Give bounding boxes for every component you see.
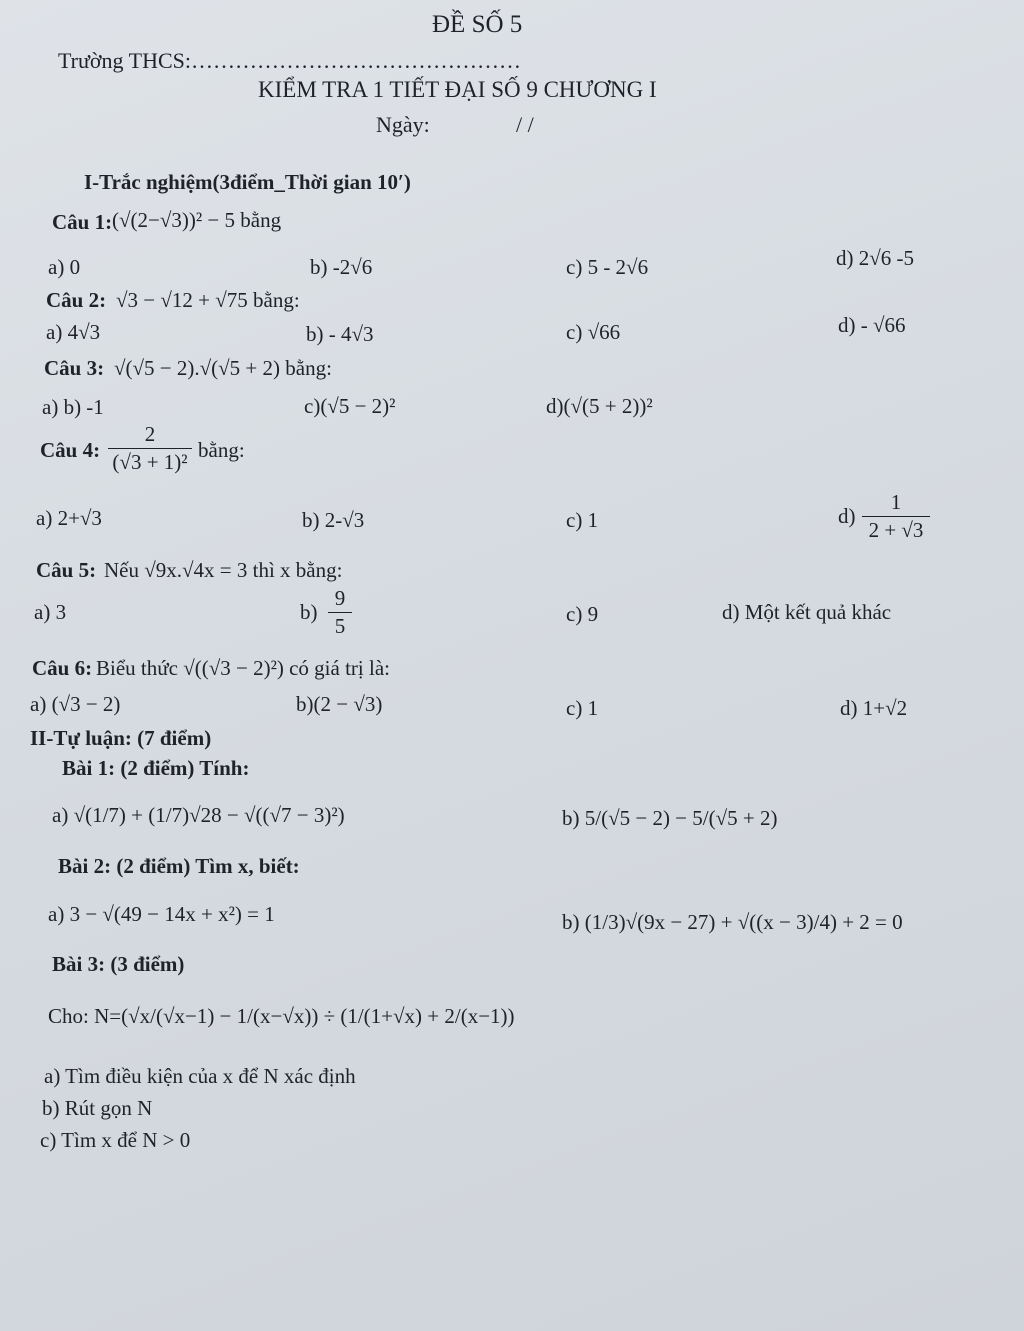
bai3-given: Cho: N=(√x/(√x−1) − 1/(x−√x)) ÷ (1/(1+√x) + 2/(x−1)) — [48, 1004, 515, 1028]
q1-option-c: c) 5 - 2√6 — [566, 255, 649, 279]
q4-label: Câu 4: — [40, 438, 101, 462]
q3-option-ab: a) b) -1 — [42, 395, 104, 419]
q4-denominator: (√3 + 1)² — [112, 450, 188, 474]
q2-option-c: c) √66 — [566, 320, 621, 344]
bai3-part-a: a) Tìm điều kiện của x để N xác định — [44, 1064, 356, 1088]
q2-option-a: a) 4√3 — [46, 320, 101, 344]
q4-option-a: a) 2+√3 — [36, 506, 102, 530]
q4-tail: bằng: — [198, 438, 245, 462]
bai1-part-a: a) √(1/7) + (1/7)√28 − √((√7 − 3)²) — [52, 803, 345, 827]
bai2-part-a: a) 3 − √(49 − 14x + x²) = 1 — [48, 902, 275, 926]
bai1-part-b: b) 5/(√5 − 2) − 5/(√5 + 2) — [562, 806, 778, 830]
bai2-title: Bài 2: (2 điểm) Tìm x, biết: — [58, 854, 300, 878]
q5-option-b-label: b) — [300, 600, 318, 624]
q4-d-denominator: 2 + √3 — [868, 518, 924, 542]
q1-option-a: a) 0 — [48, 255, 81, 279]
q5-option-a: a) 3 — [34, 600, 67, 624]
q4-option-b: b) 2-√3 — [302, 508, 365, 532]
q6-option-a: a) (√3 − 2) — [30, 692, 121, 716]
q4-fraction — [108, 424, 192, 473]
q5-expr: Nếu √9x.√4x = 3 thì x bằng: — [104, 558, 343, 582]
q4-d-numerator: 1 — [862, 492, 930, 517]
q6-label: Câu 6: — [32, 656, 93, 680]
part1-heading: I-Trắc nghiệm(3điểm_Thời gian 10′) — [84, 170, 411, 194]
date-slashes: / / — [516, 112, 534, 137]
exam-number: ĐỀ SỐ 5 — [432, 11, 523, 38]
q3-option-d: d)(√(5 + 2))² — [546, 394, 653, 418]
q2-option-d: d) - √66 — [838, 313, 906, 337]
q6-option-c: c) 1 — [566, 696, 599, 720]
q1-option-b: b) -2√6 — [310, 255, 373, 279]
q5-option-d: d) Một kết quả khác — [722, 600, 892, 624]
q4-option-d-fraction — [862, 492, 930, 541]
q6-expr: Biểu thức √((√3 − 2)²) có giá trị là: — [96, 656, 390, 680]
q5-b-numerator: 9 — [328, 588, 352, 613]
q5-option-b-fraction — [328, 588, 352, 637]
q4-option-c: c) 1 — [566, 508, 599, 532]
q5-label: Câu 5: — [36, 558, 97, 582]
part2-heading: II-Tự luận: (7 điểm) — [30, 726, 212, 750]
school-line: Trường THCS:……………………………………… — [58, 48, 521, 73]
date-label: Ngày: — [376, 112, 430, 137]
q3-option-c: c)(√5 − 2)² — [304, 394, 396, 418]
bai1-title: Bài 1: (2 điểm) Tính: — [62, 756, 250, 780]
q4-option-d-label: d) — [838, 504, 856, 528]
exam-title: KIỂM TRA 1 TIẾT ĐẠI SỐ 9 CHƯƠNG I — [258, 77, 657, 102]
bai3-part-c: c) Tìm x để N > 0 — [40, 1128, 191, 1152]
q5-option-c: c) 9 — [566, 602, 599, 626]
q6-option-b: b)(2 − √3) — [296, 692, 383, 716]
bai3-part-b: b) Rút gọn N — [42, 1096, 153, 1120]
q1-option-d: d) 2√6 -5 — [836, 246, 915, 270]
q4-numerator: 2 — [108, 424, 192, 449]
bai3-title: Bài 3: (3 điểm) — [52, 952, 185, 976]
bai2-part-b: b) (1/3)√(9x − 27) + √((x − 3)/4) + 2 = 0 — [562, 910, 903, 934]
q2-label: Câu 2: — [46, 288, 107, 312]
q1-expr: (√(2−√3))² − 5 bằng — [112, 208, 282, 232]
q5-b-denominator: 5 — [334, 614, 346, 638]
q1-label: Câu 1: — [52, 210, 113, 234]
q2-expr: √3 − √12 + √75 bằng: — [116, 288, 300, 312]
q3-expr: √(√5 − 2).√(√5 + 2) bằng: — [114, 356, 332, 380]
q2-option-b: b) - 4√3 — [306, 322, 374, 346]
q3-label: Câu 3: — [44, 356, 105, 380]
q6-option-d: d) 1+√2 — [840, 696, 908, 720]
